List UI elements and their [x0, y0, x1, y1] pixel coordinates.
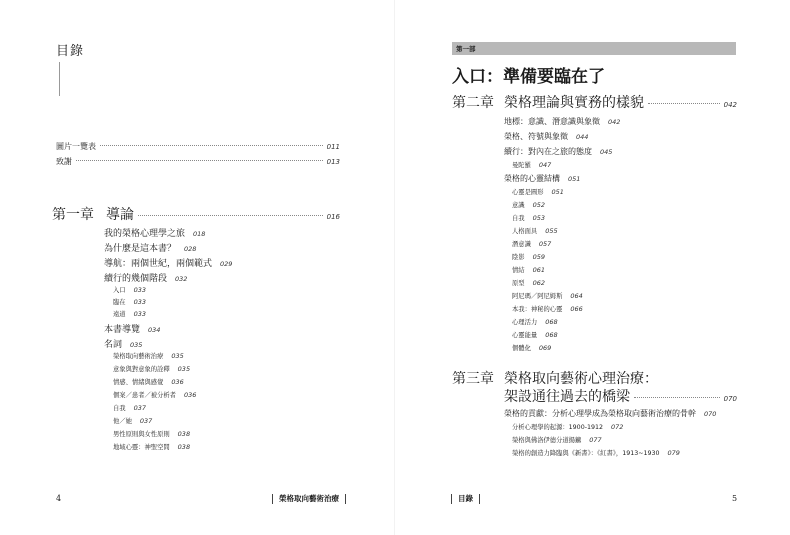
toc-subentry[interactable]: 榮格的創造力降臨與《新書》：《紅書》，1913~1930 079	[512, 449, 680, 457]
toc-subentry[interactable]: 意識 052	[512, 201, 546, 209]
part-banner	[452, 42, 736, 55]
toc-subentry[interactable]: 他／她 037	[113, 417, 153, 425]
toc-entry[interactable]: 榮格、符號與象徵 044	[504, 132, 589, 141]
toc-subentry[interactable]: 分析心理學的起源：1900-1912 072	[512, 423, 624, 431]
toc-subentry[interactable]: 榮格取向藝術治療 035	[113, 352, 184, 360]
toc-subentry[interactable]: 原型 062	[512, 279, 546, 287]
toc-chapter-1[interactable]: 第一章 導論 016	[52, 207, 340, 223]
toc-subentry[interactable]: 自我 053	[512, 214, 546, 222]
toc-subentry[interactable]: 個體化 069	[512, 344, 552, 352]
toc-chapter-3-line2[interactable]: 架設通往過去的橋梁 070	[504, 389, 737, 405]
toc-subentry[interactable]: 心靈能量 068	[512, 331, 558, 339]
part-title: 入口：準備要臨在了	[452, 67, 605, 87]
toc-entry-figures[interactable]: 圖片一覽表 011	[56, 142, 340, 151]
toc-subentry[interactable]: 入口 033	[113, 286, 147, 294]
running-footer-left: 榮格取向藝術治療	[272, 494, 346, 504]
toc-subentry[interactable]: 本我：神秘的心靈 066	[512, 305, 583, 313]
toc-subentry[interactable]: 情結 061	[512, 266, 546, 274]
toc-subentry[interactable]: 地域心靈：神聖空間 038	[113, 443, 191, 451]
toc-subentry[interactable]: 榮格與佛洛伊德分道揚鑣 077	[512, 436, 602, 444]
page-number-right: 5	[732, 494, 738, 503]
toc-subentry[interactable]: 心靈是圓形 051	[512, 188, 564, 196]
toc-subentry[interactable]: 陰影 059	[512, 253, 546, 261]
toc-subentry[interactable]: 男性原則與女性原則 038	[113, 430, 191, 438]
toc-subentry[interactable]: 個案／患者／被分析者 036	[113, 391, 197, 399]
toc-entry[interactable]: 為什麼是這本書？ 028	[104, 244, 197, 254]
toc-subentry[interactable]: 情感、情緒與感覺 036	[113, 378, 184, 386]
toc-entry[interactable]: 我的榮格心理學之旅 018	[104, 229, 206, 239]
page-number-left: 4	[56, 494, 62, 503]
toc-subentry[interactable]: 阿尼瑪／阿尼姆斯 064	[512, 292, 583, 300]
toc-entry[interactable]: 續行：對內在之旅的態度 045	[504, 147, 613, 156]
toc-subentry[interactable]: 人格面具 055	[512, 227, 558, 235]
toc-entry[interactable]: 榮格的心靈結構 051	[504, 174, 581, 183]
toc-subentry[interactable]: 意象與對意象的詮釋 035	[113, 365, 191, 373]
toc-chapter-2[interactable]: 第二章 榮格理論與實務的樣貌 042	[452, 95, 737, 111]
toc-chapter-3-line1[interactable]: 第三章 榮格取向藝術心理治療：	[452, 371, 658, 387]
part-label: 第一部	[456, 45, 476, 53]
toc-subentry[interactable]: 潛意識 057	[512, 240, 552, 248]
toc-subentry[interactable]: 曼陀羅 047	[512, 161, 552, 169]
toc-entry[interactable]: 續行的幾個階段 032	[104, 274, 188, 284]
toc-entry-acknowledgements[interactable]: 致謝 013	[56, 157, 340, 166]
toc-entry[interactable]: 本書導覽 034	[104, 325, 161, 335]
toc-entry[interactable]: 名詞 035	[104, 340, 143, 350]
toc-subentry[interactable]: 遠道 033	[113, 310, 147, 318]
heading-rule	[59, 62, 60, 96]
toc-entry[interactable]: 榮格的貢獻：分析心理學成為榮格取向藝術治療的骨幹 070	[504, 409, 717, 418]
toc-subentry[interactable]: 心理活力 068	[512, 318, 558, 326]
toc-entry[interactable]: 地標：意識、潛意識與象徵 042	[504, 117, 621, 126]
toc-entry[interactable]: 導航：兩個世紀，兩個範式 029	[104, 259, 233, 269]
toc-subentry[interactable]: 臨在 033	[113, 298, 147, 306]
running-footer-right: 目錄	[451, 494, 480, 504]
toc-heading: 目錄	[56, 44, 85, 59]
toc-subentry[interactable]: 自我 037	[113, 404, 147, 412]
